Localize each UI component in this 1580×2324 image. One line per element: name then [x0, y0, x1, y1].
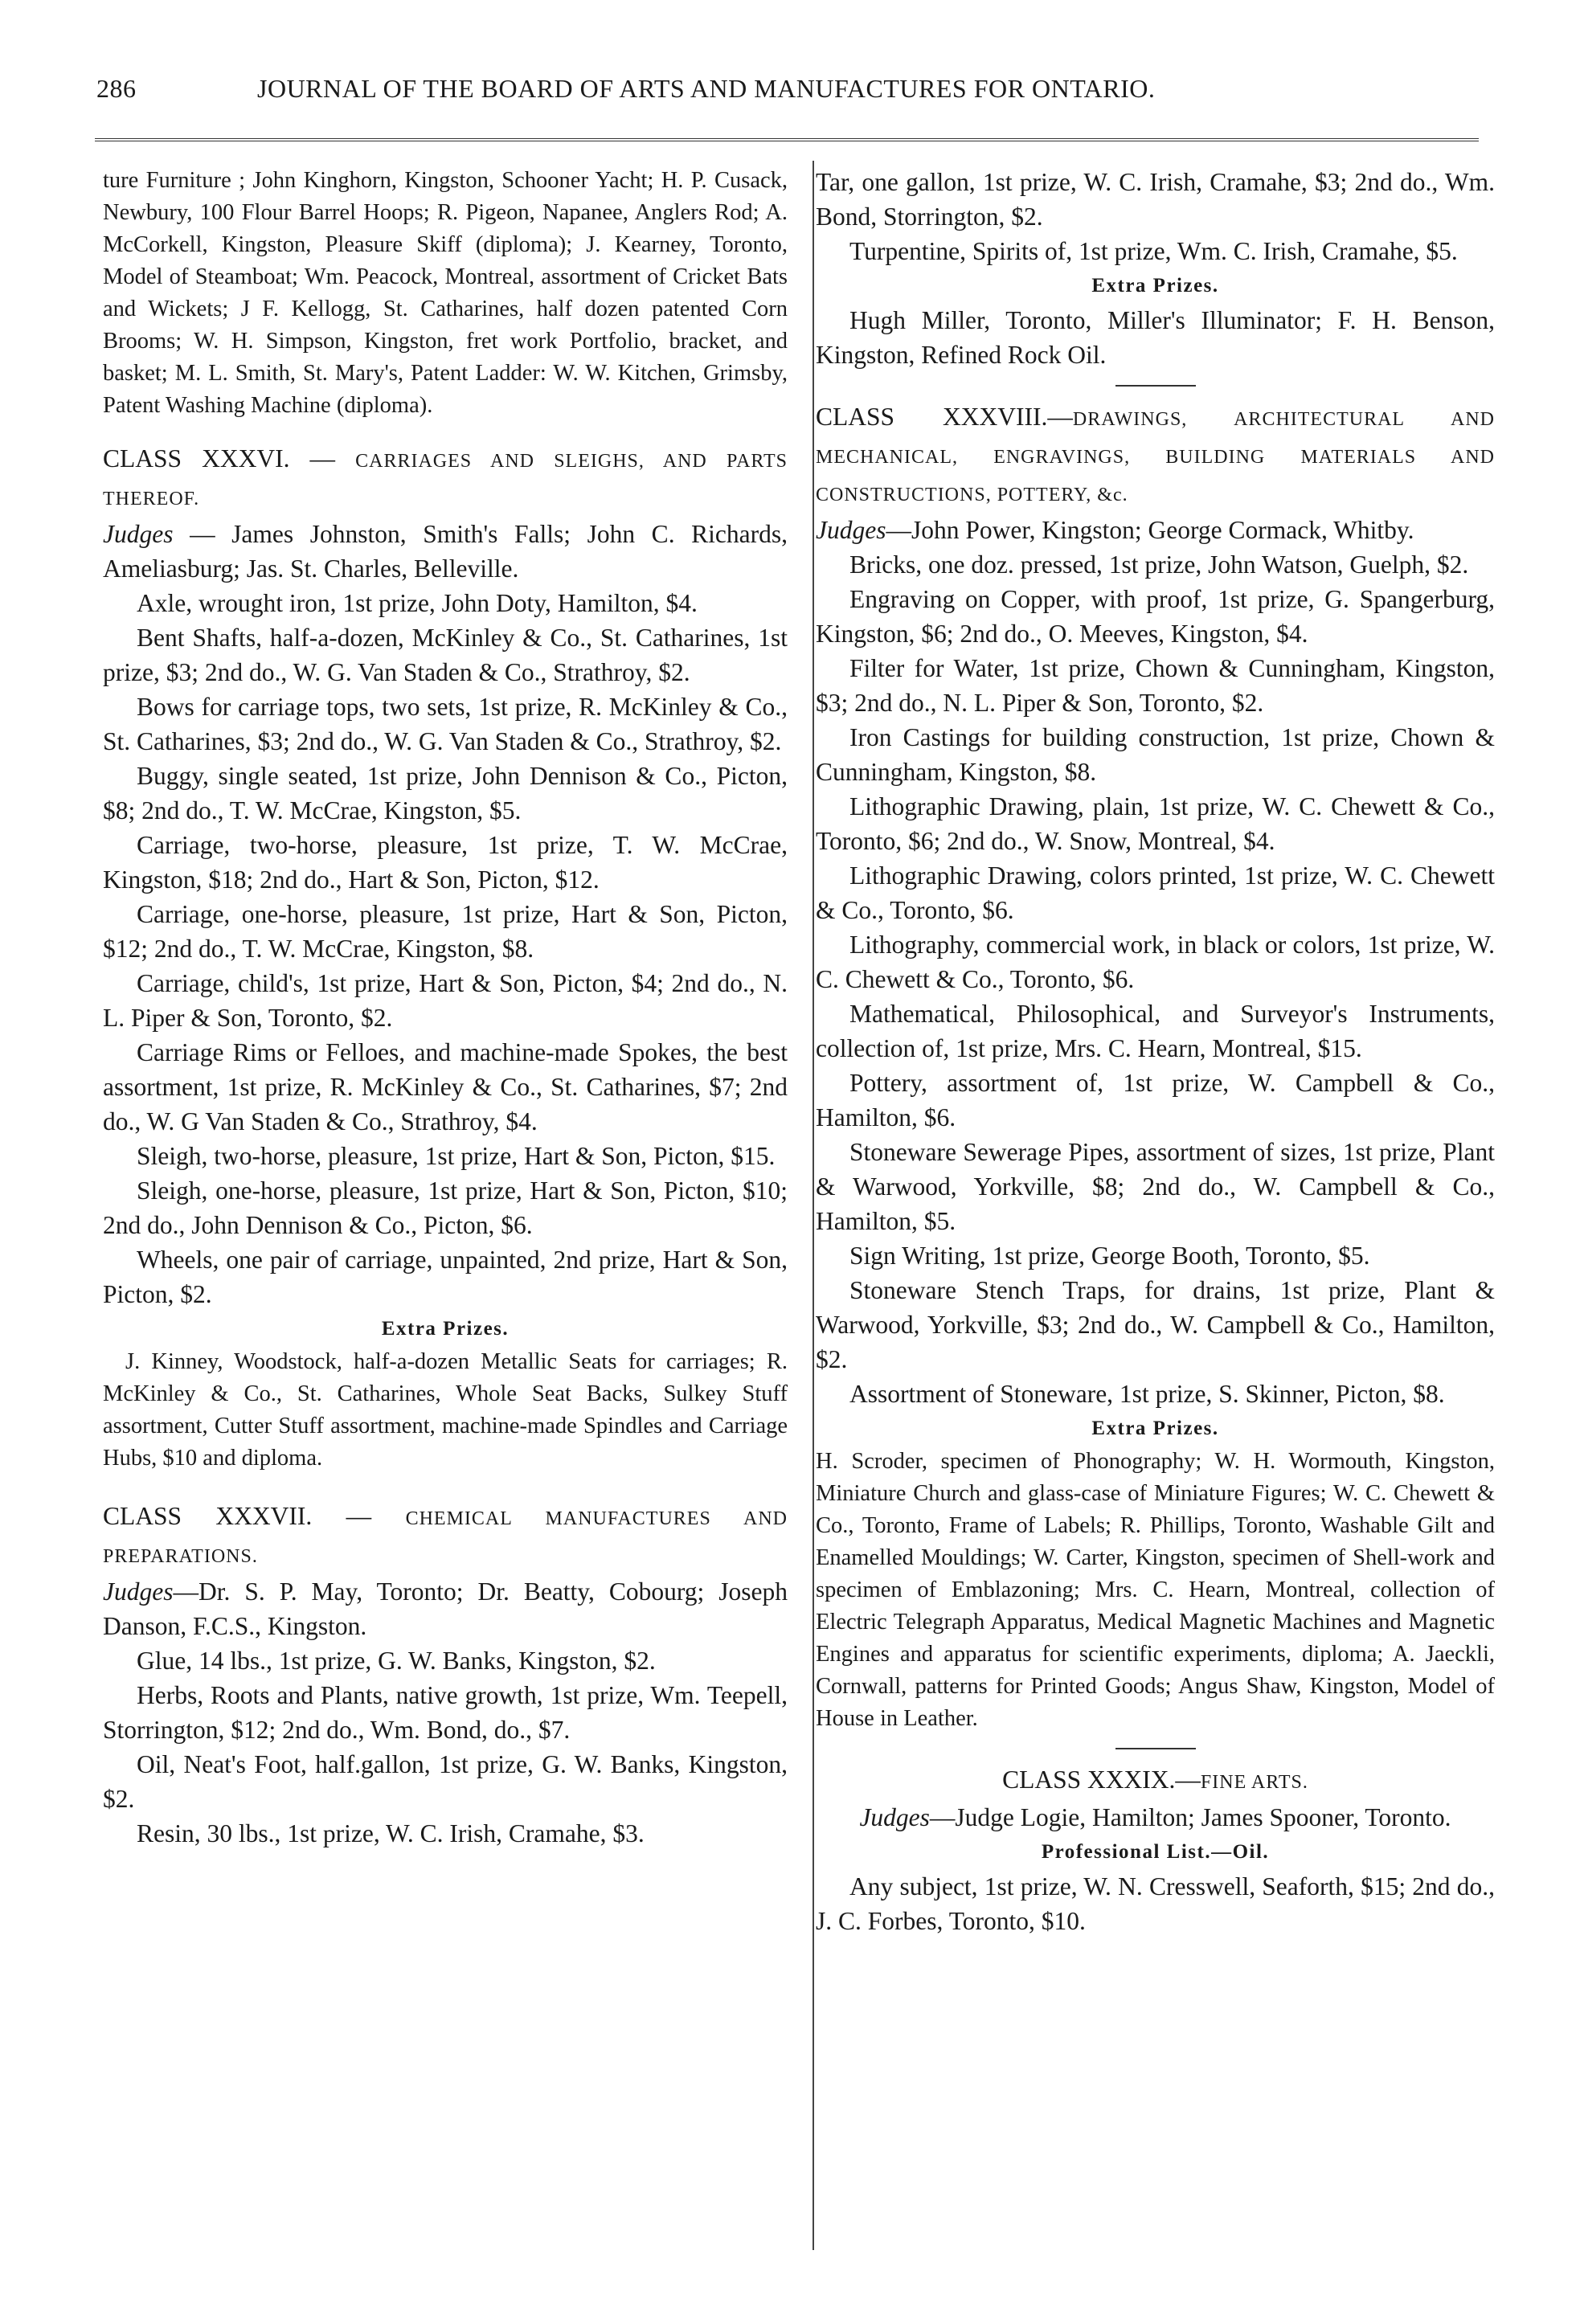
extra-prizes-text: Hugh Miller, Toronto, Miller's Illuminator; F. H. Benson, Kingston, Refined Rock Oil. [816, 306, 1495, 369]
judges-label: Judges [103, 520, 174, 548]
class-37-title: CLASS XXXVII. — [103, 1502, 406, 1530]
entry: Mathematical, Philosophical, and Surveyor's Instruments, collection of, 1st prize, Mrs. C. Hearn, Montreal, $15. [816, 1000, 1495, 1062]
entry: Sleigh, one-horse, pleasure, 1st prize, Hart & Son, Picton, $10; 2nd do., John Dennison & Co., Picton, $6. [103, 1176, 788, 1239]
class-38-caption: DRAWINGS, ARCHITECTURAL AND MECHANICAL, ENGRAVINGS, BUILDING MATERIALS AND CONSTRUCTIONS, POTTERY, &c. [816, 409, 1496, 505]
class-36-judges [103, 517, 788, 586]
column-divider [813, 161, 814, 2250]
entry: Sleigh, two-horse, pleasure, 1st prize, Hart & Son, Picton, $15. [137, 1142, 776, 1170]
class-39-caption: FINE ARTS. [1200, 1772, 1308, 1793]
intro-paragraph: ture Furniture ; John Kinghorn, Kingston, Schooner Yacht; H. P. Cusack, Newbury, 100 Flour Barrel Hoops; R. Pigeon, Napanee, Anglers Rod; A. McCorkell, Kingston, Pleasure Skiff (diploma); J. Kearney, Toronto, Model of Steamboat; Wm. Peacock, Montreal, assortment of Cricket Bats and Wickets; J F. Kellogg, St. Catharines, half dozen patented Corn Brooms; W. H. Simpson, Kingston, fret work Portfolio, bracket, and basket; M. L. Smith, St. Mary's, Patent Ladder: W. W. Kitchen, Grimsby, Patent Washing Machine (diploma). [103, 168, 788, 418]
entry: Buggy, single seated, 1st prize, John Dennison & Co., Picton, $8; 2nd do., T. W. McCrae, Kingston, $5. [103, 762, 788, 824]
entry: Stoneware Sewerage Pipes, assortment of sizes, 1st prize, Plant & Warwood, Yorkville, $8; 2nd do., W. Campbell & Co., Hamilton, $5. [816, 1138, 1495, 1235]
entry: Wheels, one pair of carriage, unpainted, 2nd prize, Hart & Son, Picton, $2. [103, 1246, 788, 1308]
entry: Lithographic Drawing, colors printed, 1st prize, W. C. Chewett & Co., Toronto, $6. [816, 861, 1495, 924]
entry: Pottery, assortment of, 1st prize, W. Campbell & Co., Hamilton, $6. [816, 1069, 1495, 1131]
class-38-heading [816, 399, 1495, 513]
entry: Turpentine, Spirits of, 1st prize, Wm. C. Irish, Cramahe, $5. [849, 237, 1458, 265]
entry: Glue, 14 lbs., 1st prize, G. W. Banks, Kingston, $2. [137, 1647, 656, 1675]
class-36-caption: CARRIAGES AND SLEIGHS, AND PARTS THEREOF. [103, 451, 788, 509]
judges-label: Judges [103, 1577, 174, 1606]
left-column [103, 165, 788, 1851]
entry: Engraving on Copper, with proof, 1st prize, G. Spangerburg, Kingston, $6; 2nd do., O. Meeves, Kingston, $4. [816, 585, 1495, 648]
entry: Sign Writing, 1st prize, George Booth, Toronto, $5. [849, 1242, 1370, 1270]
entry: Assortment of Stoneware, 1st prize, S. Skinner, Picton, $8. [849, 1380, 1445, 1408]
entry: Lithography, commercial work, in black or colors, 1st prize, W. C. Chewett & Co., Toronto, $6. [816, 931, 1495, 993]
judges-label: Judges [859, 1803, 930, 1831]
professional-list-heading: Professional List.—Oil. [1041, 1841, 1270, 1863]
judges-names: —Judge Logie, Hamilton; James Spooner, Toronto. [929, 1803, 1451, 1831]
journal-title: JOURNAL OF THE BOARD OF ARTS AND MANUFACTURES FOR ONTARIO. [257, 74, 1156, 103]
class-37-caption: CHEMICAL MANUFACTURES AND PREPARATIONS. [103, 1508, 788, 1567]
entry: Iron Castings for building construction, 1st prize, Chown & Cunningham, Kingston, $8. [816, 723, 1495, 786]
section-separator [1115, 1748, 1196, 1749]
class-39-judges [816, 1800, 1495, 1835]
entry: Bent Shafts, half-a-dozen, McKinley & Co., St. Catharines, 1st prize, $3; 2nd do., W. G. Van Staden & Co., Strathroy, $2. [103, 624, 788, 686]
entry: Oil, Neat's Foot, half.gallon, 1st prize, G. W. Banks, Kingston, $2. [103, 1750, 788, 1813]
right-column [816, 165, 1495, 1938]
class-36-heading [103, 441, 788, 517]
entry: Bows for carriage tops, two sets, 1st prize, R. McKinley & Co., St. Catharines, $3; 2nd do., W. G. Van Staden & Co., Strathroy, $2. [103, 693, 788, 755]
entry: Carriage, two-horse, pleasure, 1st prize, T. W. McCrae, Kingston, $18; 2nd do., Hart & Son, Picton, $12. [103, 831, 788, 894]
entry: Filter for Water, 1st prize, Chown & Cunningham, Kingston, $3; 2nd do., N. L. Piper & Son, Toronto, $2. [816, 654, 1495, 717]
judges-label: Judges [816, 516, 886, 544]
entry: Resin, 30 lbs., 1st prize, W. C. Irish, Cramahe, $3. [137, 1819, 645, 1847]
class-38-judges [816, 513, 1495, 547]
page-number: 286 [96, 74, 137, 103]
entry: Carriage Rims or Felloes, and machine-made Spokes, the best assortment, 1st prize, R. McKinley & Co., St. Catharines, $7; 2nd do., W. G Van Staden & Co., Strathroy, $4. [103, 1038, 788, 1135]
class-38-title: CLASS XXXVIII.— [816, 403, 1073, 431]
judges-names: —Dr. S. P. May, Toronto; Dr. Beatty, Cobourg; Joseph Danson, F.C.S., Kingston. [103, 1577, 788, 1640]
extra-prizes-heading: Extra Prizes. [381, 1318, 510, 1340]
judges-names: — James Johnston, Smith's Falls; John C. Richards, Ameliasburg; Jas. St. Charles, Belleville. [103, 520, 788, 583]
entry: Any subject, 1st prize, W. N. Cresswell, Seaforth, $15; 2nd do., J. C. Forbes, Toronto, $10. [816, 1872, 1495, 1935]
entry: Stoneware Stench Traps, for drains, 1st prize, Plant & Warwood, Yorkville, $3; 2nd do., W. Campbell & Co., Hamilton, $2. [816, 1276, 1495, 1373]
entry: Carriage, child's, 1st prize, Hart & Son, Picton, $4; 2nd do., N. L. Piper & Son, Toronto, $2. [103, 969, 788, 1032]
class-39-title: CLASS XXXIX.— [1002, 1766, 1201, 1794]
extra-prizes-text: H. Scroder, specimen of Phonography; W. H. Wormouth, Kingston, Miniature Church and glass-case of Miniature Figures; W. C. Chewett & Co., Toronto, Frame of Labels; R. Phillips, Toronto, Washable Gilt and Enamelled Mouldings; W. Carter, Kingston, specimen of Shell-work and specimen of Emblazoning; Mrs. C. Hearn, Montreal, collection of Electric Telegraph Apparatus, Medical Magnetic Machines and Magnetic Engines and apparatus for scientific experiments, diploma; A. Jaeckli, Cornwall, patterns for Printed Goods; Angus Shaw, Kingston, Model of House in Leather. [816, 1449, 1495, 1731]
extra-prizes-heading: Extra Prizes. [1091, 1418, 1219, 1439]
extra-prizes-text: J. Kinney, Woodstock, half-a-dozen Metallic Seats for carriages; R. McKinley & Co., St. Catharines, Whole Seat Backs, Sulkey Stuff assortment, Cutter Stuff assortment, machine-made Spindles and Carriage Hubs, $10 and diploma. [103, 1349, 788, 1471]
entry: Axle, wrought iron, 1st prize, John Doty, Hamilton, $4. [137, 589, 698, 617]
judges-names: —John Power, Kingston; George Cormack, Whitby. [886, 516, 1414, 544]
class-37-heading [103, 1499, 788, 1574]
class-37-judges [103, 1574, 788, 1643]
extra-prizes-heading: Extra Prizes. [1091, 275, 1219, 297]
section-separator [1115, 385, 1196, 387]
page-header [96, 74, 1479, 122]
entry: Carriage, one-horse, pleasure, 1st prize, Hart & Son, Picton, $12; 2nd do., T. W. McCrae, Kingston, $8. [103, 900, 788, 963]
header-rule [95, 138, 1479, 141]
class-39-heading [816, 1762, 1495, 1800]
entry: Bricks, one doz. pressed, 1st prize, John Watson, Guelph, $2. [849, 550, 1469, 579]
entry: Lithographic Drawing, plain, 1st prize, W. C. Chewett & Co., Toronto, $6; 2nd do., W. Snow, Montreal, $4. [816, 792, 1495, 855]
entry: Tar, one gallon, 1st prize, W. C. Irish, Cramahe, $3; 2nd do., Wm. Bond, Storrington, $2. [816, 168, 1495, 231]
class-36-title: CLASS XXXVI. — [103, 444, 356, 473]
entry: Herbs, Roots and Plants, native growth, 1st prize, Wm. Teepell, Storrington, $12; 2nd do., Wm. Bond, do., $7. [103, 1681, 788, 1744]
